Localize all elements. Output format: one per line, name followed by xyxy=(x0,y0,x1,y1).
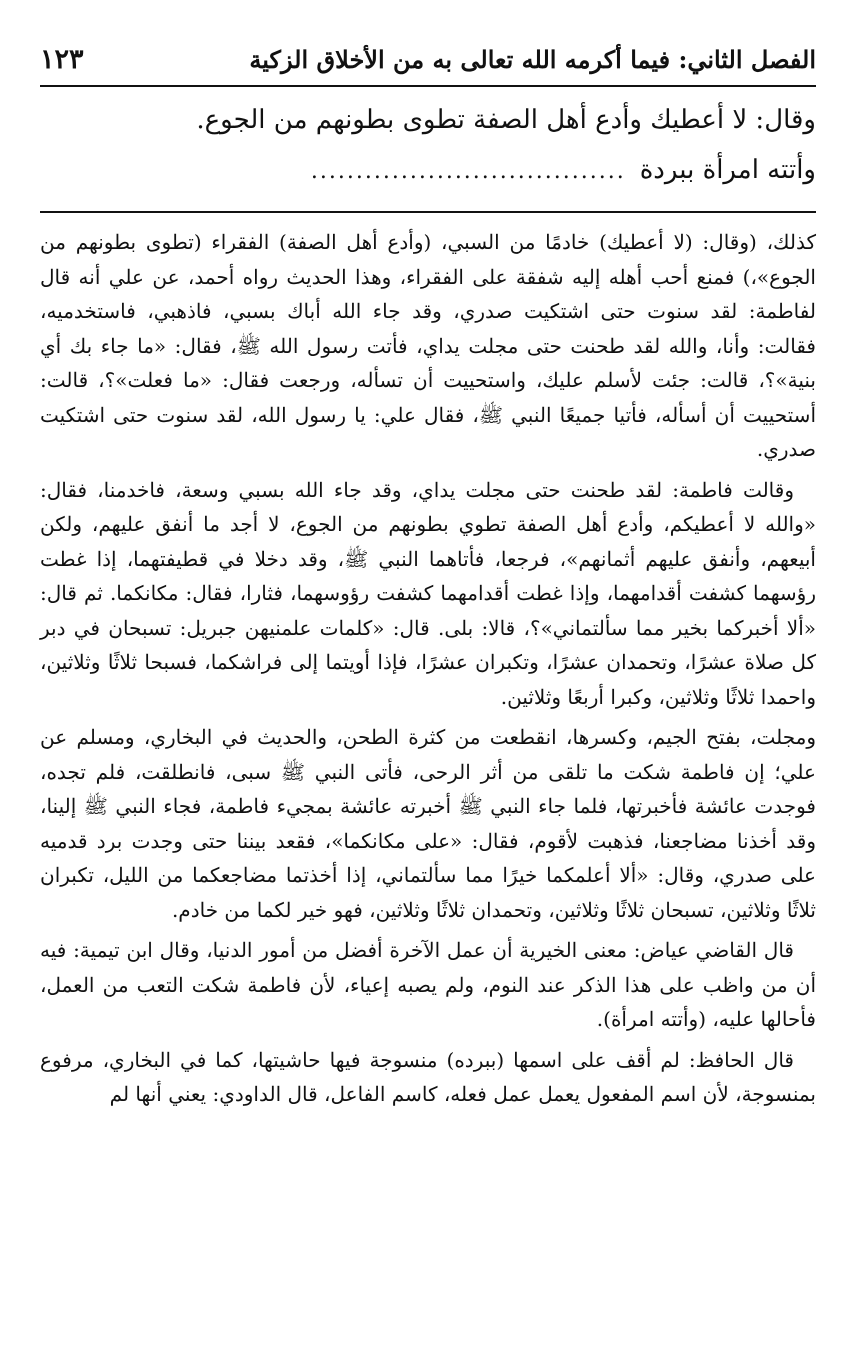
commentary-paragraph-2: وقالت فاطمة: لقد طحنت حتى مجلت يداي، وقد جاء الله بسبي وسعة، فاخدمنا، فقال: «والله لا أعطيكم، وأدع أهل الصفة تطوي بطونهم من الجوع، لا أجد ما أنفق عليهم، ولكن أبيعهم، وأنفق عليهم أثمانهم»، فرجعا، فأتاهما النبي ﷺ، وقد دخلا في قطيفتهما، إذا غطت رؤسهما كشفت أقدامهما، وإذا غطت أقدامهما كشفت رؤوسهما، فثارا، فقال: مكانكما. ثم قال: «ألا أخبركما بخير مما سألتماني»؟، قالا: بلى. قال: «كلمات علمنيهن جبريل: تسبحان في دبر كل صلاة عشرًا، وتحمدان عشرًا، وتكبران عشرًا، فإذا أويتما إلى فراشكما، فسبحا ثلاثًا وثلاثين، واحمدا ثلاثًا وثلاثين، وكبرا أربعًا وثلاثين. xyxy=(40,477,816,709)
commentary-paragraph-1: كذلك، (وقال: (لا أعطيك) خادمًا من السبي، (وأدع أهل الصفة) الفقراء (تطوى بطونهم من الجوع»،) فمنع أحب أهله إليه شفقة على الفقراء، وهذا الحديث رواه أحمد، عن علي أنه قال لفاطمة: لقد سنوت حتى اشتكيت صدري، وقد جاء الله أباك بسبي، فاذهبي، فاستخدميه، فقالت: وأنا، والله لقد طحنت حتى مجلت يداي، فأتت رسول الله ﷺ، فقال: «ما جاء بك أي بنية»؟، قالت: جئت لأسلم عليك، واستحييت أن تسأله، ورجعت فقال: «ما فعلت»؟، قالت: أستحييت أن أسأله، فأتيا جميعًا النبي ﷺ، فقال علي: يا رسول الله، لقد سنوت حتى اشتكيت صدري. xyxy=(40,230,817,461)
commentary-paragraph-3: ومجلت، بفتح الجيم، وكسرها، انقطعت من كثرة الطحن، والحديث في البخاري، ومسلم عن علي؛ إن فاطمة شكت ما تلقى من أثر الرحى، فأتى النبي ﷺ سبى، فانطلقت، فلم تجده، فوجدت عائشة فأخبرتها، فلما جاء النبي ﷺ أخبرته عائشة بمجيء فاطمة، فجاء النبي ﷺ إلينا، وقد أخذنا مضاجعنا، فذهبت لأقوم، فقال: «على مكانكما»، فقعد بيننا حتى وجدت برد قدميه على صدري، وقال: «ألا أعلمكما خيرًا مما سألتماني، إذا أخذتما مضاجعكما من الليل، تكبران ثلاثًا وثلاثين، تسبحان ثلاثًا وثلاثين، وتحمدان ثلاثًا وثلاثين، فهو خير لكما من خادم. xyxy=(40,725,816,922)
commentary-text xyxy=(40,213,816,1112)
matn-text xyxy=(40,87,816,197)
book-page xyxy=(40,44,816,1118)
matn-continuation-dots: ................................... xyxy=(310,159,626,184)
matn-line-2 xyxy=(40,145,816,197)
commentary-paragraph-4: قال القاضي عياض: معنى الخيرية أن عمل الآخرة أفضل من أمور الدنيا، وقال ابن تيمية: فيه أن من واظب على هذا الذكر عند النوم، ولم يصبه إعياء، لأن فاطمة شكت التعب من العمل، فأحالها عليه، (وأتته امرأة). xyxy=(40,938,816,1031)
commentary-paragraph-5: قال الحافظ: لم أقف على اسمها (ببرده) منسوجة فيها حاشيتها، كما في البخاري، مرفوع بمنسوجة، لأن اسم المفعول يعمل عمل فعله، كاسم الفاعل، قال الداودي: يعني أنها لم xyxy=(40,1047,816,1106)
running-header xyxy=(40,44,816,87)
page-number: ١٢٣ xyxy=(40,44,84,75)
chapter-title: الفصل الثاني: فيما أكرمه الله تعالى به من الأخلاق الزكية xyxy=(249,45,816,74)
matn-line-2-text: وأتته امرأة ببردة xyxy=(639,155,816,185)
matn-line-1: وقال: لا أعطيك وأدع أهل الصفة تطوى بطونهم من الجوع. xyxy=(196,105,816,135)
